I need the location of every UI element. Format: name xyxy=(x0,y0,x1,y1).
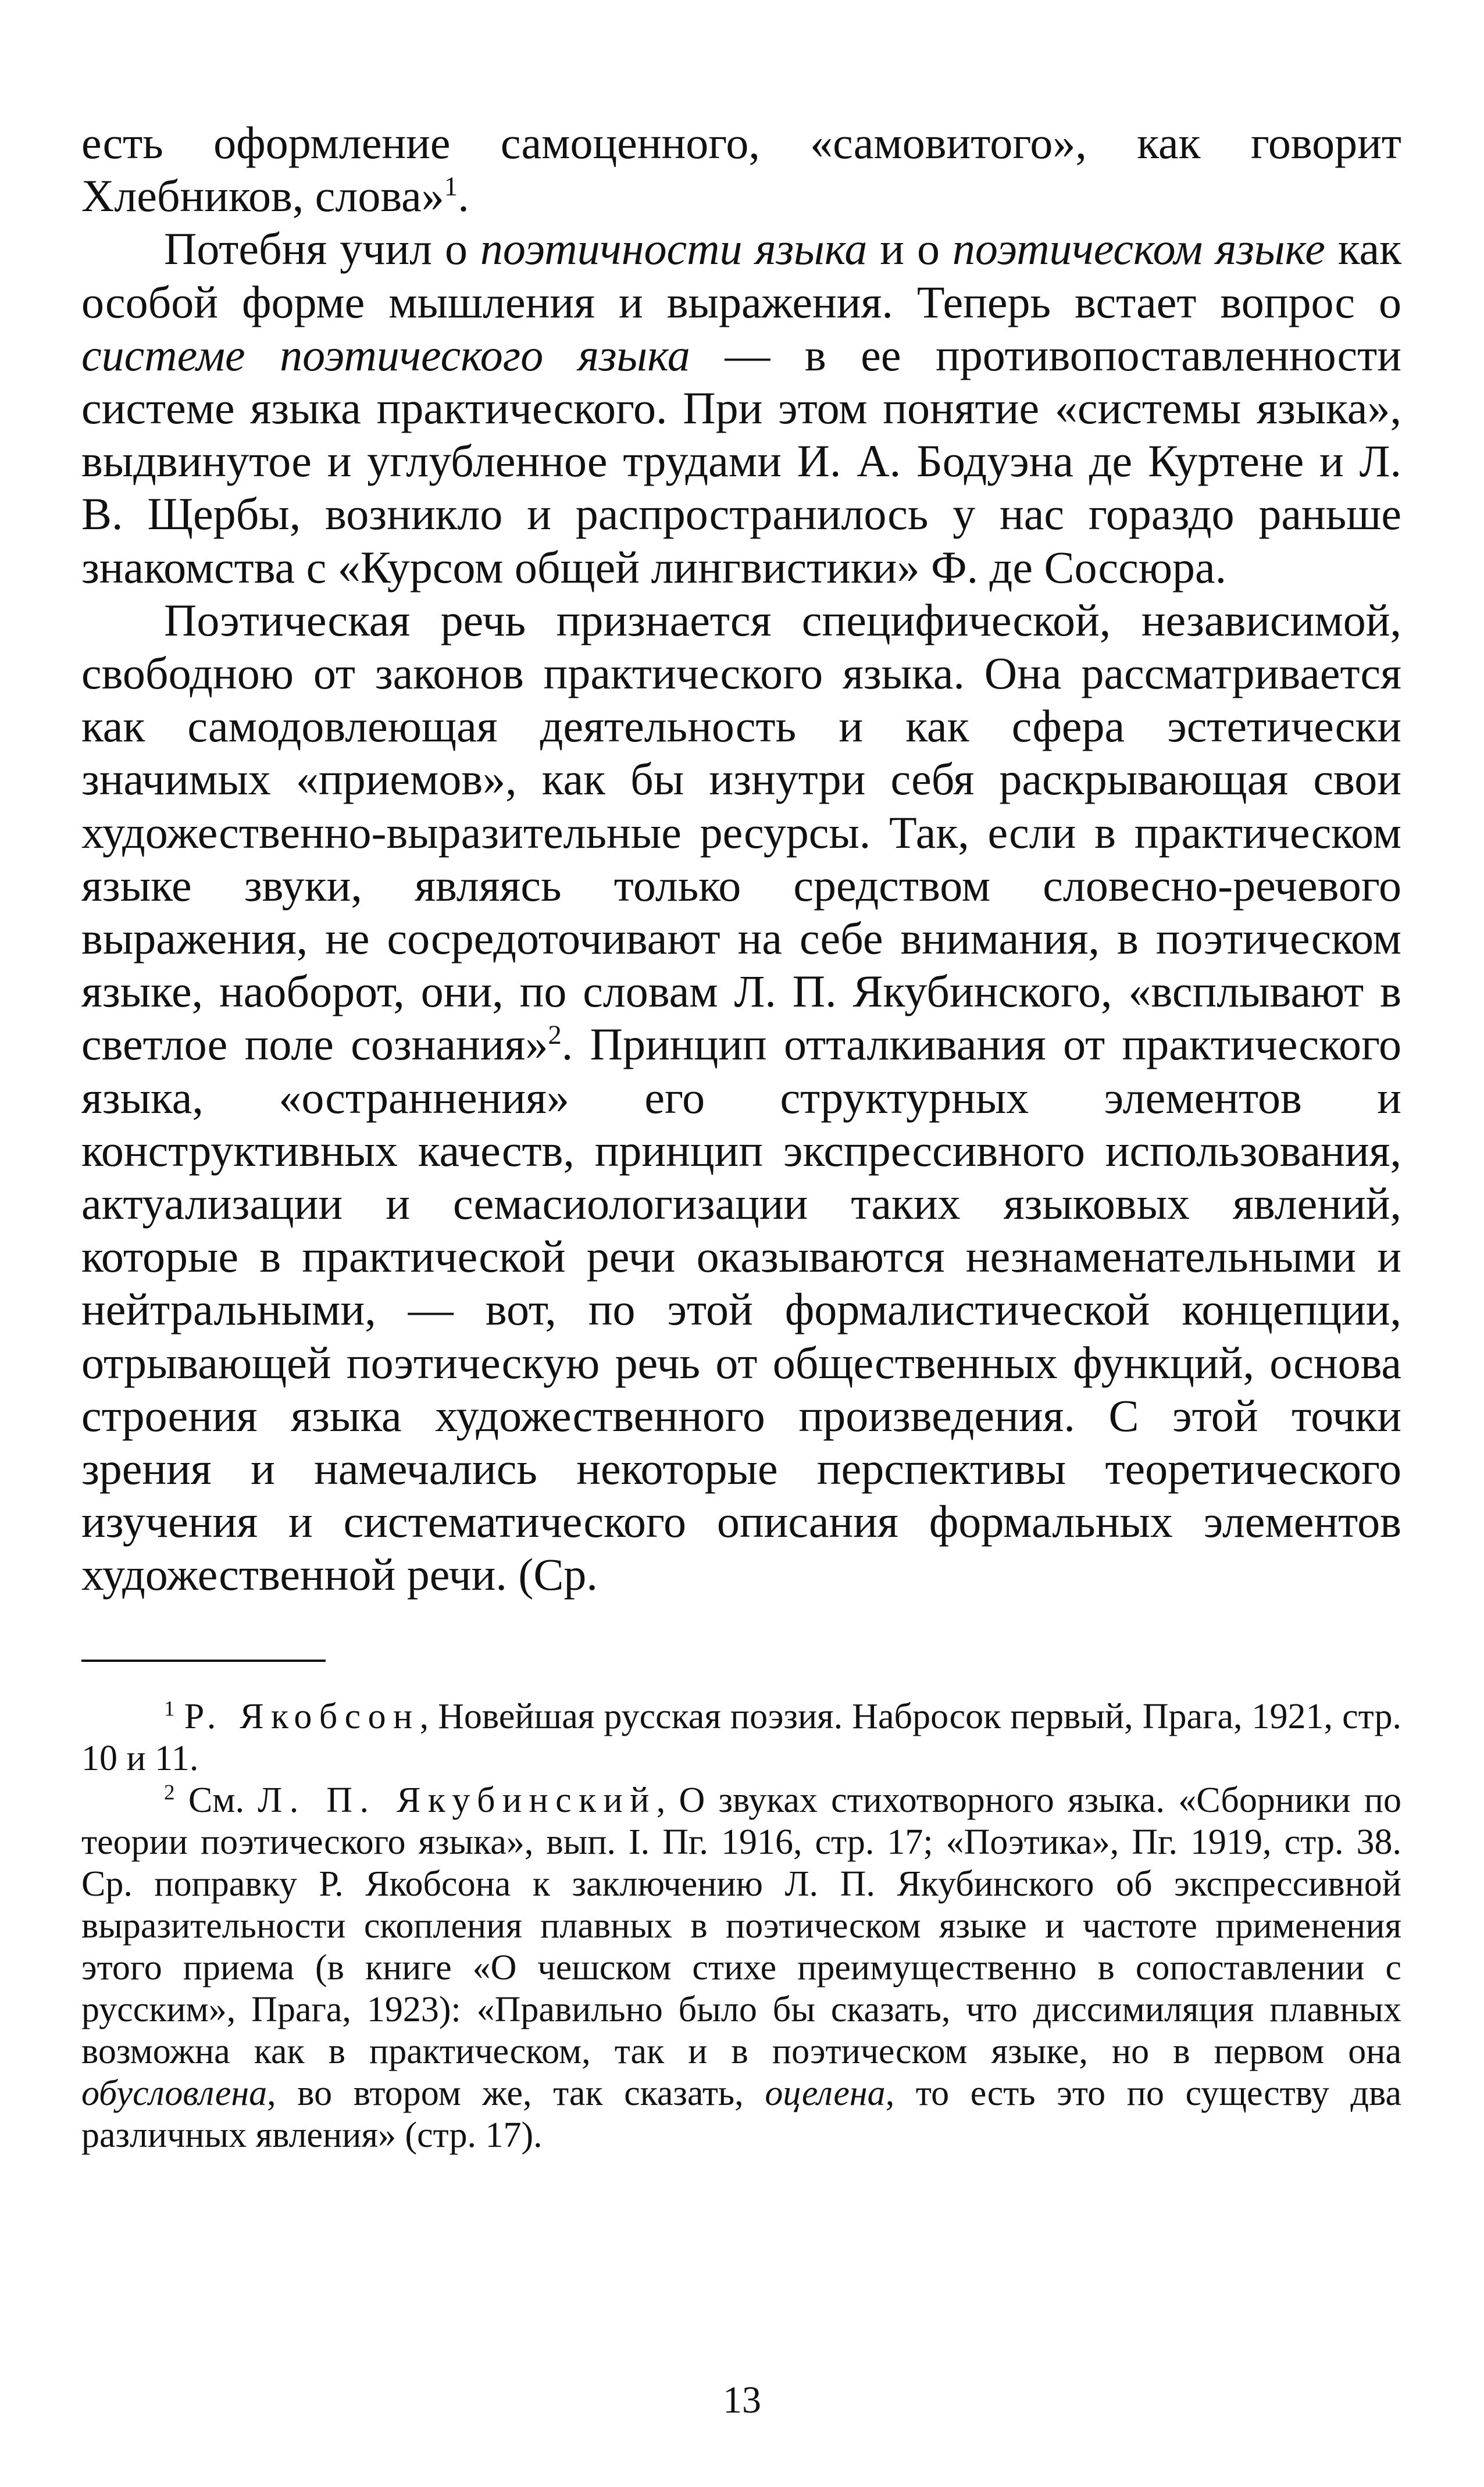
paragraph-poetic-speech xyxy=(81,594,1401,1601)
paragraph-text: как особой форме мышления и выражения. Теперь встает вопрос о xyxy=(81,223,1401,327)
footnote-author: Л. П. Якубинский xyxy=(258,1780,657,1820)
footnote-divider xyxy=(81,1660,326,1662)
footnote-italic: обусловлена xyxy=(81,2073,267,2113)
italic-term: системе поэтического языка xyxy=(81,329,690,380)
footnote-mark: 1 xyxy=(164,1697,175,1721)
paragraph-text: — в ее противопоставленности системе языка практического. При этом понятие «системы языка», выдвинутое и углубленное трудами И. А. Бодуэна де Куртене и Л. В. Щербы, возникло и распространилось у нас гораздо раньше знакомства с «Курсом общей лингвистики» Ф. де Соссюра. xyxy=(81,329,1401,593)
footnote-ref-1: 1 xyxy=(444,172,458,202)
footnote-text: , Новейшая русская поэзия. Набросок первый, Прага, 1921, стр. 10 и 11. xyxy=(81,1696,1402,1778)
footnote-text: , то есть это по существу два различных явления» (стр. 17). xyxy=(81,2073,1401,2155)
paragraph-text: есть оформление самоценного, «самовитого», как говорит Хлебников, слова» xyxy=(81,117,1401,222)
paragraph-continuation xyxy=(81,116,1401,222)
footnote-text: , О звуках стихотворного языка. «Сборники по теории поэтического языка», вып. I. Пг. 1916, стр. 17; «Поэтика», Пг. 1919, стр. 38. Ср. поправку Р. Якобсона к заключению Л. П. Якубинского об экспрессивной выразительности скопления плавных в поэтическом языке и частоте применения этого приема (в книге «О чешском стихе преимущественно в сопоставлении с русским», Прага, 1923): «Правильно было бы сказать, что диссимиляция плавных возможна как в практическом, так и в поэтическом языке, но в первом она xyxy=(81,1780,1401,2071)
footnotes xyxy=(81,1696,1401,2156)
footnote-text: , во втором же, так сказать, xyxy=(267,2073,765,2113)
footnote-1 xyxy=(81,1696,1401,1779)
italic-term: поэтическом языке xyxy=(952,223,1325,274)
page-content xyxy=(81,116,1401,2156)
italic-term: поэтичности языка xyxy=(480,223,868,274)
paragraph-text: Поэтическая речь признается специфической, независимой, свободною от законов практического языка. Она рассматривается как самодовлеющая деятельность и как сфера эстетически значимых «приемов», как бы изнутри себя раскрывающая свои художественно-выразительные ресурсы. Так, если в практическом языке звуки, являясь только средством словесно-речевого выражения, не сосредоточивают на себе внимания, в поэтическом языке, наоборот, они, по словам Л. П. Якубинского, «всплывают в светлое поле сознания» xyxy=(81,594,1401,1070)
footnote-text: См. xyxy=(188,1780,258,1820)
footnote-2 xyxy=(81,1779,1401,2156)
paragraph-potebnya xyxy=(81,222,1401,593)
paragraph-text: Потебня учил о xyxy=(164,223,480,274)
main-text xyxy=(81,116,1401,1601)
paragraph-text: и о xyxy=(867,223,953,274)
paragraph-text: . xyxy=(458,170,469,222)
footnote-italic: оцелена xyxy=(765,2073,886,2113)
footnote-author: Р. Якобсон xyxy=(184,1696,420,1736)
footnote-mark: 2 xyxy=(164,1780,175,1805)
footnote-ref-2: 2 xyxy=(548,1020,562,1051)
paragraph-text: . Принцип отталкивания от практического языка, «остраннения» его структурных элементов и конструктивных качеств, принцип экспрессивного использования, актуализации и семасиологизации таких языковых явлений, которые в практической речи оказываются незнаменательными и нейтральными, — вот, по этой формалистической концепции, отрывающей поэтическую речь от общественных функций, основа строения языка художественного произведения. С этой точки зрения и намечались некоторые перспективы теоретического изучения и систематического описания формальных элементов художественной речи. (Ср. xyxy=(81,1019,1401,1600)
page-number: 13 xyxy=(723,2379,761,2421)
